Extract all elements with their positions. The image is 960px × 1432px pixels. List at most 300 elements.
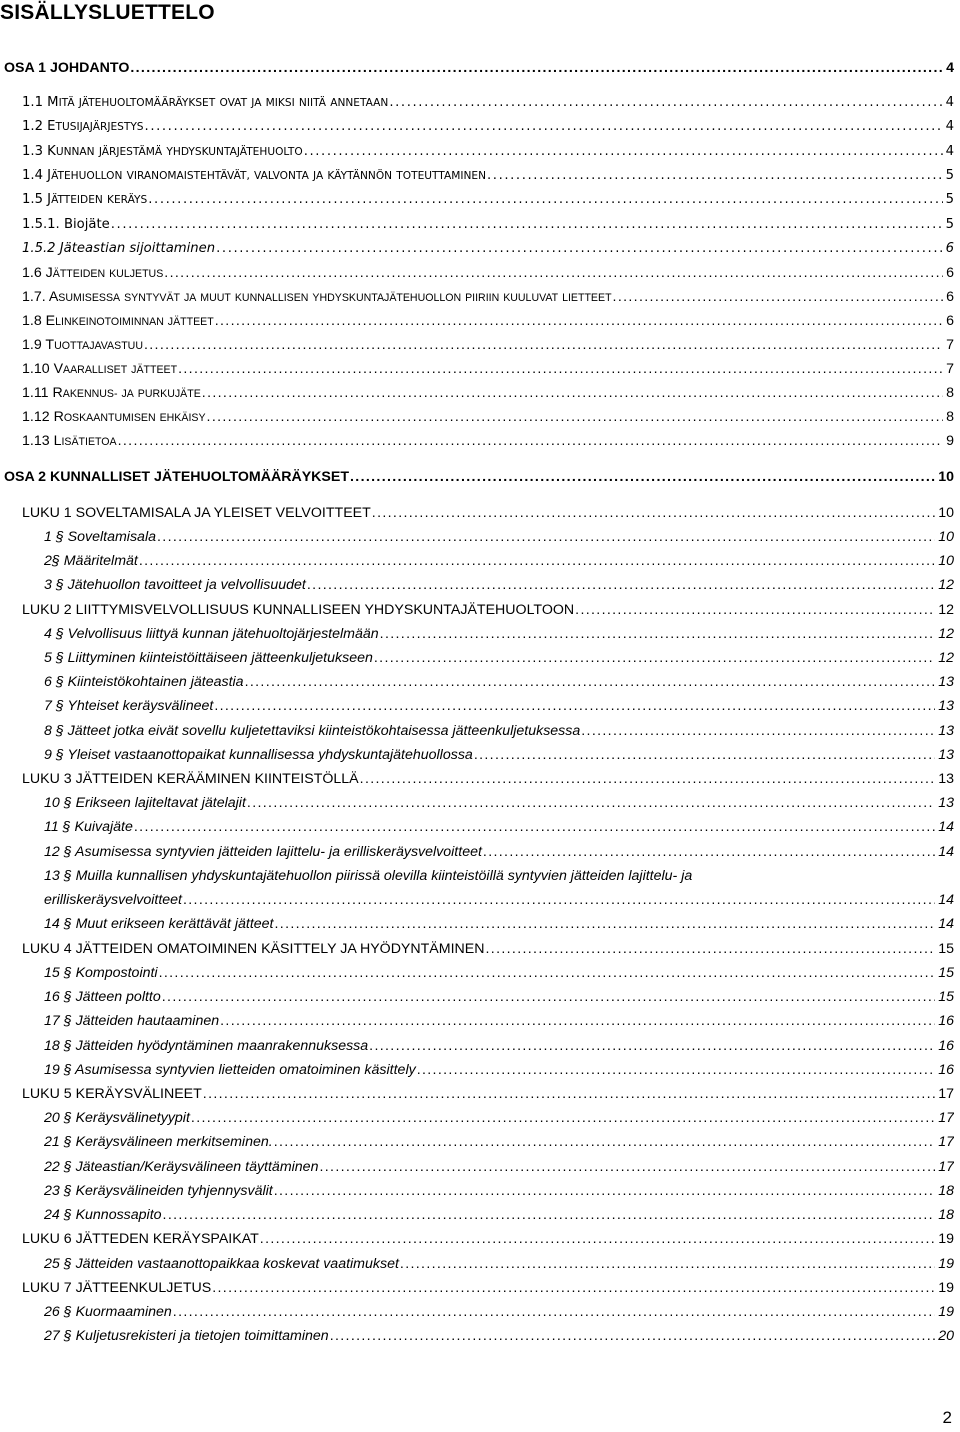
toc-entry-page: 17 — [938, 1134, 954, 1150]
toc-entry[interactable] — [4, 467, 954, 487]
page-number: 2 — [942, 1408, 952, 1427]
toc-entry[interactable] — [22, 431, 954, 452]
toc-entry-title — [44, 866, 692, 886]
toc-entry[interactable] — [22, 287, 954, 308]
toc-entry-title — [44, 721, 580, 741]
toc-entry-page: 12 — [938, 602, 954, 618]
dot-leader — [581, 721, 935, 741]
toc-entry-title — [44, 672, 244, 692]
toc-entry[interactable] — [22, 239, 954, 259]
toc-entry-page: 4 — [946, 60, 954, 76]
toc-entry-number: 1.4 — [22, 168, 48, 183]
toc-entry-text: ELINKEINOTOIMINNAN JÄTTEET — [45, 313, 214, 329]
toc-entry-title — [22, 769, 359, 789]
dot-leader — [487, 166, 943, 186]
toc-entry[interactable] — [22, 117, 954, 137]
dot-leader — [215, 311, 943, 331]
toc-entry-title — [22, 939, 485, 959]
dot-leader — [157, 527, 935, 547]
toc-entry-number: 2§ — [44, 553, 64, 569]
toc-entry[interactable] — [44, 1157, 954, 1177]
toc-entry[interactable] — [44, 842, 954, 862]
dot-leader — [130, 58, 943, 78]
toc-entry[interactable] — [22, 383, 954, 404]
toc-entry-number: 3 § — [44, 577, 68, 593]
toc-entry[interactable] — [4, 58, 954, 78]
toc-entry-text: ASUMISESSA SYNTYVÄT JA MUUT KUNNALLISEN YHDYSKUNTAJÄTEHUOLLON PIIRIIN KUULUVAT LIETTEET — [48, 289, 612, 305]
toc-entry-number: 1.5.1. — [22, 217, 64, 232]
dot-leader — [134, 817, 935, 837]
toc-entry[interactable] — [44, 527, 954, 547]
toc-entry-number: 1.11 — [22, 385, 53, 401]
toc-entry-title — [22, 215, 110, 235]
toc-entry-page: 10 — [938, 553, 954, 569]
toc-entry-number: 1.5.2 — [22, 241, 60, 256]
toc-entry[interactable] — [22, 215, 954, 235]
toc-entry-title — [22, 287, 612, 308]
toc-entry-page: 10 — [938, 505, 954, 521]
toc-entry-title — [22, 503, 371, 523]
dot-leader — [389, 93, 942, 113]
toc-entry-text: Kompostointi — [75, 965, 158, 981]
toc-entry-number: 16 § — [44, 989, 76, 1005]
toc-entry-page: 14 — [938, 819, 954, 835]
toc-entry-title — [4, 467, 349, 487]
toc-entry-page: 19 — [938, 1256, 954, 1272]
dot-leader — [164, 263, 943, 283]
dot-leader — [203, 1084, 935, 1104]
toc-entry-title — [44, 1157, 318, 1177]
toc-entry-title — [22, 407, 206, 428]
toc-entry-number: 18 § — [44, 1038, 76, 1054]
toc-entry-page: 12 — [938, 626, 954, 642]
toc-entry[interactable] — [44, 648, 954, 668]
toc-entry-number: LUKU 5 — [22, 1086, 76, 1102]
toc-entry[interactable] — [22, 93, 954, 113]
toc-entry-page: 8 — [946, 385, 954, 401]
toc-entry[interactable] — [44, 721, 954, 741]
dot-leader — [207, 407, 944, 427]
toc-entry-title — [44, 817, 133, 837]
toc-entry[interactable] — [44, 575, 954, 595]
dot-leader — [247, 793, 935, 813]
toc-entry-number: 22 § — [44, 1159, 76, 1175]
toc-entry-text: JÄTTEIDEN KERÄÄMINEN KIINTEISTÖLLÄ — [75, 771, 359, 787]
toc-entry-number: 12 § — [44, 844, 76, 860]
toc-entry-page: 13 — [938, 723, 954, 739]
toc-entry[interactable] — [44, 1254, 954, 1274]
toc-entry[interactable] — [44, 1302, 954, 1322]
dot-leader — [260, 1229, 935, 1249]
toc-entry-title — [22, 117, 144, 137]
toc-entry[interactable] — [44, 672, 954, 692]
toc-entry-text: Yleiset vastaanottopaikat kunnallisessa yhdyskuntajätehuollossa — [67, 747, 473, 763]
toc-entry-page: 15 — [938, 965, 954, 981]
toc-entry[interactable] — [22, 1229, 954, 1249]
toc-entry[interactable] — [22, 335, 954, 356]
toc-entry-number: 1.8 — [22, 313, 46, 329]
toc-entry-text: Yhteiset keräysvälineet — [67, 698, 214, 714]
toc-entry[interactable] — [44, 1181, 954, 1201]
toc-entry[interactable] — [44, 1011, 954, 1031]
toc-entry-page: 10 — [938, 469, 954, 485]
dot-leader — [474, 745, 935, 765]
toc-entry-number: 11 § — [44, 819, 75, 835]
dot-leader — [304, 142, 943, 162]
toc-entry-page: 18 — [938, 1183, 954, 1199]
toc-entry-page: 14 — [938, 892, 954, 908]
toc-entry-page: 15 — [938, 989, 954, 1005]
toc-entry-number: 27 § — [44, 1328, 76, 1344]
toc-entry-number: 1.6 — [22, 265, 46, 281]
toc-entry[interactable] — [44, 745, 954, 765]
toc-entry[interactable] — [44, 866, 954, 886]
toc-entry-page: 13 — [938, 698, 954, 714]
toc-entry[interactable] — [44, 551, 954, 571]
toc-entry-text: TUOTTAJAVASTUU — [45, 337, 143, 353]
toc-entry-number: LUKU 6 — [22, 1231, 76, 1247]
toc-entry[interactable] — [22, 1278, 954, 1298]
toc-entry-text: Jätehuollon tavoitteet ja velvollisuudet — [67, 577, 306, 593]
toc-entry-number: 7 § — [44, 698, 68, 714]
toc-entry[interactable] — [22, 407, 954, 428]
toc-entry-title — [44, 1254, 399, 1274]
toc-entry-page: 8 — [946, 409, 954, 425]
toc-entry-page: 13 — [938, 771, 954, 787]
dot-leader — [360, 769, 936, 789]
toc-entry[interactable] — [22, 263, 954, 284]
toc-entry-title — [22, 311, 214, 332]
toc-entry[interactable] — [22, 939, 954, 959]
dot-leader — [173, 1302, 935, 1322]
toc-entry-page: 12 — [938, 650, 954, 666]
toc-entry[interactable] — [22, 311, 954, 332]
toc-entry[interactable] — [44, 817, 954, 837]
toc-entry[interactable] — [44, 1108, 954, 1128]
toc-entry-number: 17 § — [44, 1013, 76, 1029]
toc-entry-text: Määritelmät — [63, 553, 138, 569]
toc-entry-text: JOHDANTO — [50, 60, 130, 76]
toc-entry[interactable] — [44, 1205, 954, 1225]
toc-entry-page: 6 — [946, 265, 954, 281]
toc-entry-page: 5 — [945, 168, 954, 183]
dot-leader — [216, 239, 942, 259]
toc-entry-title — [22, 263, 163, 284]
toc-entry[interactable] — [22, 166, 954, 186]
toc-entry-number: 26 § — [44, 1304, 76, 1320]
toc-entry-page: 17 — [938, 1159, 954, 1175]
toc-entry-text: RAKENNUS- JA PURKUJÄTE — [52, 385, 201, 401]
dot-leader — [183, 890, 935, 910]
toc-entry[interactable] — [44, 987, 954, 1007]
toc-entry[interactable] — [22, 190, 954, 210]
toc-entry-title — [44, 1011, 219, 1031]
toc-entry-number: 1.9 — [22, 337, 46, 353]
toc-entry-number: 1.3 — [22, 144, 48, 159]
toc-entry-page: 4 — [945, 95, 954, 110]
toc-entry-title — [22, 335, 143, 356]
toc-entry-text: erilliskeräysvelvoitteet — [44, 892, 182, 908]
toc-entry-number: 24 § — [44, 1207, 76, 1223]
toc-entry-number: 9 § — [44, 747, 68, 763]
toc-entry-title — [44, 987, 161, 1007]
dot-leader — [319, 1157, 935, 1177]
toc-entry[interactable] — [22, 359, 954, 380]
toc-entry[interactable] — [44, 696, 954, 716]
toc-entry-page: 19 — [938, 1231, 954, 1247]
toc-entry-page: 16 — [938, 1062, 954, 1078]
dot-leader — [159, 963, 936, 983]
toc-entry[interactable] — [44, 963, 954, 983]
toc-entry-title — [44, 1181, 273, 1201]
toc-entry-text: Kiinteistökohtainen jäteastia — [67, 674, 244, 690]
toc-entry-text: Kuormaaminen — [75, 1304, 172, 1320]
toc-entry-title — [44, 1108, 190, 1128]
toc-entry-title — [44, 890, 182, 910]
toc-entry-title — [44, 1132, 273, 1152]
toc-entry-text: Jätteen poltto — [75, 989, 161, 1005]
toc-entry-number: 10 § — [44, 795, 76, 811]
toc-entry-title — [22, 239, 215, 259]
toc-entry-page: 9 — [946, 433, 954, 449]
dot-leader — [148, 190, 942, 210]
toc-entry-title — [44, 963, 158, 983]
toc-entry-title — [4, 58, 129, 78]
toc-entry-text: ROSKAANTUMISEN EHKÄISY — [53, 409, 206, 425]
toc-entry-page: 4 — [945, 119, 954, 134]
toc-entry-number: 13 § — [44, 868, 76, 884]
dot-leader — [575, 600, 935, 620]
toc-entry-text: KERÄYSVÄLINEET — [75, 1086, 202, 1102]
dot-leader — [178, 359, 943, 379]
dot-leader — [483, 842, 935, 862]
toc-entry-number: 21 § — [44, 1134, 76, 1150]
toc-entry-number: 1.12 — [22, 409, 54, 425]
toc-entry-title — [44, 575, 306, 595]
toc-entry-text: Asumisessa syntyvien jätteiden lajittelu- ja erilliskeräysvelvoitteet — [75, 844, 482, 860]
toc-entry-number: LUKU 3 — [22, 771, 76, 787]
toc-entry-number: 1.7. — [22, 289, 49, 305]
toc-entry-title — [22, 431, 117, 452]
toc-entry-title — [44, 1036, 368, 1056]
toc-entry-title — [22, 383, 201, 404]
dot-leader — [245, 672, 936, 692]
toc-entry[interactable] — [22, 600, 954, 620]
dot-leader — [380, 624, 936, 644]
toc-entry-title — [44, 1326, 329, 1346]
toc-entry[interactable] — [22, 1084, 954, 1104]
toc-entry-title — [44, 745, 473, 765]
toc-entry-title — [22, 1229, 259, 1249]
dot-leader — [191, 1108, 935, 1128]
toc-entry-title — [44, 624, 379, 644]
toc-entry-page: 10 — [938, 529, 954, 545]
dot-leader — [139, 551, 935, 571]
toc-entry[interactable] — [44, 1036, 954, 1056]
toc-entry-text: LISÄTIETOA — [53, 433, 117, 449]
toc-entry[interactable] — [44, 914, 954, 934]
dot-leader — [330, 1326, 936, 1346]
toc-entry-page: 16 — [938, 1013, 954, 1029]
toc-entry-text: Keräysvälinetyypit — [75, 1110, 190, 1126]
toc-entry-number: OSA 1 — [4, 60, 50, 76]
toc-entry-number: 14 § — [44, 916, 76, 932]
toc-entry-number: 1 § — [44, 529, 68, 545]
toc-entry-title — [22, 359, 177, 380]
toc-entry-title — [44, 527, 156, 547]
toc-entry-text: Asumisessa syntyvien lietteiden omatoiminen käsittely — [75, 1062, 416, 1078]
toc-entry-number: 1.10 — [22, 361, 54, 377]
toc-entry[interactable] — [22, 142, 954, 162]
toc-entry-text: Jätteiden vastaanottopaikkaa koskevat vaatimukset — [75, 1256, 399, 1272]
toc-entry[interactable] — [44, 624, 954, 644]
dot-leader — [214, 696, 935, 716]
toc-entry-text: Kuljetusrekisteri ja tietojen toimittaminen — [75, 1328, 329, 1344]
toc-entry-text: Erikseen lajiteltavat jätelajit — [75, 795, 246, 811]
toc-entry-title — [44, 1060, 416, 1080]
dot-leader — [111, 215, 943, 235]
toc-entry-title — [44, 793, 246, 813]
toc-entry[interactable] — [22, 503, 954, 523]
dot-leader — [613, 287, 944, 307]
toc-entry-number: 5 § — [44, 650, 68, 666]
toc-entry-title — [22, 600, 574, 620]
toc-entry-title — [44, 842, 482, 862]
dot-leader — [486, 939, 936, 959]
toc-entry-text: Muilla kunnallisen yhdyskuntajätehuollon piirissä olevilla kiinteistöillä syntyvien jätteiden lajittelu- ja — [75, 868, 693, 884]
dot-leader — [307, 575, 935, 595]
toc-entry-page: 16 — [938, 1038, 954, 1054]
toc-entry-page: 15 — [938, 941, 954, 957]
toc-entry-number: 4 § — [44, 626, 68, 642]
toc-entry-text: VAARALLISET JÄTTEET — [53, 361, 178, 377]
toc-entry-page: 18 — [938, 1207, 954, 1223]
toc-entry-page: 4 — [945, 144, 954, 159]
toc-entry-text: JÄTEHUOLLON VIRANOMAISTEHTÄVÄT, VALVONTA JA KÄYTÄNNÖN TOTEUTTAMINEN — [47, 168, 487, 183]
dot-leader — [118, 431, 944, 451]
toc-entry-number: 1.13 — [22, 433, 54, 449]
dot-leader — [400, 1254, 935, 1274]
toc-entry-number: 6 § — [44, 674, 68, 690]
toc-entry-page: 6 — [945, 241, 954, 256]
toc-entry-page: 20 — [938, 1328, 954, 1344]
toc-entry-number: 1.1 — [22, 95, 48, 110]
toc-entry-page: 14 — [938, 844, 954, 860]
toc-entry-text: Biojäte — [63, 217, 110, 232]
toc-entry-title — [22, 1084, 202, 1104]
toc-entry-number: 23 § — [44, 1183, 76, 1199]
toc-entry-number: 15 § — [44, 965, 76, 981]
dot-leader — [163, 1205, 936, 1225]
dot-leader — [372, 503, 935, 523]
dot-leader — [274, 1132, 936, 1152]
toc-entry-text: KUNNAN JÄRJESTÄMÄ YHDYSKUNTAJÄTEHUOLTO — [47, 144, 303, 159]
dot-leader — [374, 648, 935, 668]
dot-leader — [350, 467, 935, 487]
toc-entry[interactable] — [44, 1326, 954, 1346]
toc-entry-number: LUKU 4 — [22, 941, 76, 957]
toc-entry-text: Jätteiden hautaaminen — [75, 1013, 220, 1029]
toc-entry-page: 13 — [938, 674, 954, 690]
toc-entry-number: 25 § — [44, 1256, 76, 1272]
toc-entry-page: 17 — [938, 1110, 954, 1126]
toc-entry-title — [44, 696, 213, 716]
toc-entry-text: Jäteastian/Keräysvälineen täyttäminen — [75, 1159, 319, 1175]
dot-leader — [417, 1060, 936, 1080]
toc-entry[interactable] — [44, 1060, 954, 1080]
toc-entry-number: LUKU 7 — [22, 1280, 76, 1296]
toc-entry[interactable] — [22, 769, 954, 789]
toc-entry-text: Velvollisuus liittyä kunnan jätehuoltojärjestelmään — [67, 626, 379, 642]
toc-entry[interactable] — [44, 890, 954, 910]
toc-entry-text: Kuivajäte — [74, 819, 133, 835]
toc-entry-text: Keräysvälineen merkitseminen. — [75, 1134, 273, 1150]
toc-entry-text: JÄTTEDEN KERÄYSPAIKAT — [75, 1231, 259, 1247]
toc-entry-text: Jätteet jotka eivät sovellu kuljetettaviksi kiinteistökohtaisessa jätteenkuljetuksessa — [67, 723, 581, 739]
dot-leader — [202, 383, 943, 403]
toc-entry-text: Soveltamisala — [67, 529, 156, 545]
toc-entry-number: 20 § — [44, 1110, 76, 1126]
toc-entry-title — [44, 1205, 162, 1225]
toc-entry[interactable] — [44, 793, 954, 813]
dot-leader — [275, 914, 936, 934]
toc-entry-page: 19 — [938, 1304, 954, 1320]
dot-leader — [220, 1011, 935, 1031]
toc-entry-page: 14 — [938, 916, 954, 932]
toc-entry-page: 13 — [938, 795, 954, 811]
toc-entry-text: SOVELTAMISALA JA YLEISET VELVOITTEET — [75, 505, 371, 521]
toc-entry-text: ETUSIJAJÄRJESTYS — [47, 119, 144, 134]
toc-entry-page: 13 — [938, 747, 954, 763]
toc-entry-title — [22, 142, 303, 162]
toc-entry-page: 6 — [946, 289, 954, 305]
toc-entry-page: 12 — [938, 577, 954, 593]
dot-leader — [145, 117, 943, 137]
toc-entry-text: Jätteiden hyödyntäminen maanrakennuksessa — [75, 1038, 369, 1054]
toc-entry-page: 17 — [938, 1086, 954, 1102]
toc-entry-number: LUKU 1 — [22, 505, 76, 521]
dot-leader — [162, 987, 935, 1007]
toc-entry-text: JÄTTEIDEN OMATOIMINEN KÄSITTELY JA HYÖDYNTÄMINEN — [75, 941, 485, 957]
toc-entry-text: LIITTYMISVELVOLLISUUS KUNNALLISEEN YHDYSKUNTAJÄTEHUOLTOON — [75, 602, 575, 618]
toc-entry-text: JÄTTEIDEN KULJETUS — [45, 265, 164, 281]
toc-entry-title — [22, 190, 147, 210]
toc-entry-title — [22, 166, 486, 186]
toc-entry-text: Keräysvälineiden tyhjennysvälit — [75, 1183, 273, 1199]
toc-entry-text: JÄTTEENKULJETUS — [75, 1280, 212, 1296]
toc-entry-text: MITÄ JÄTEHUOLTOMÄÄRÄYKSET OVAT JA MIKSI NIITÄ ANNETAAN — [47, 95, 389, 110]
toc-entry-number: OSA 2 — [4, 469, 50, 485]
toc-entry-text: Muut erikseen kerättävät jätteet — [75, 916, 274, 932]
toc-entry[interactable] — [44, 1132, 954, 1152]
toc-entry-text: Kunnossapito — [75, 1207, 162, 1223]
dot-leader — [144, 335, 943, 355]
toc-entry-number: 1.2 — [22, 119, 48, 134]
toc-entry-page: 19 — [938, 1280, 954, 1296]
dot-leader — [212, 1278, 935, 1298]
toc-entry-text: Liittyminen kiinteistöittäiseen jätteenkuljetukseen — [67, 650, 373, 666]
toc-entry-number: LUKU 2 — [22, 602, 76, 618]
toc-entry-page: 6 — [946, 313, 954, 329]
toc-entry-text: Jäteastian sijoittaminen — [59, 241, 216, 256]
toc-entry-number: 1.5 — [22, 192, 48, 207]
toc-entry-text: JÄTTEIDEN KERÄYS — [47, 192, 148, 207]
toc-entry-title — [44, 648, 373, 668]
toc-entry-page: 7 — [946, 361, 954, 377]
toc-entry-title — [44, 551, 138, 571]
toc-entry-text: KUNNALLISET JÄTEHUOLTOMÄÄRÄYKSET — [50, 469, 349, 485]
dot-leader — [369, 1036, 935, 1056]
